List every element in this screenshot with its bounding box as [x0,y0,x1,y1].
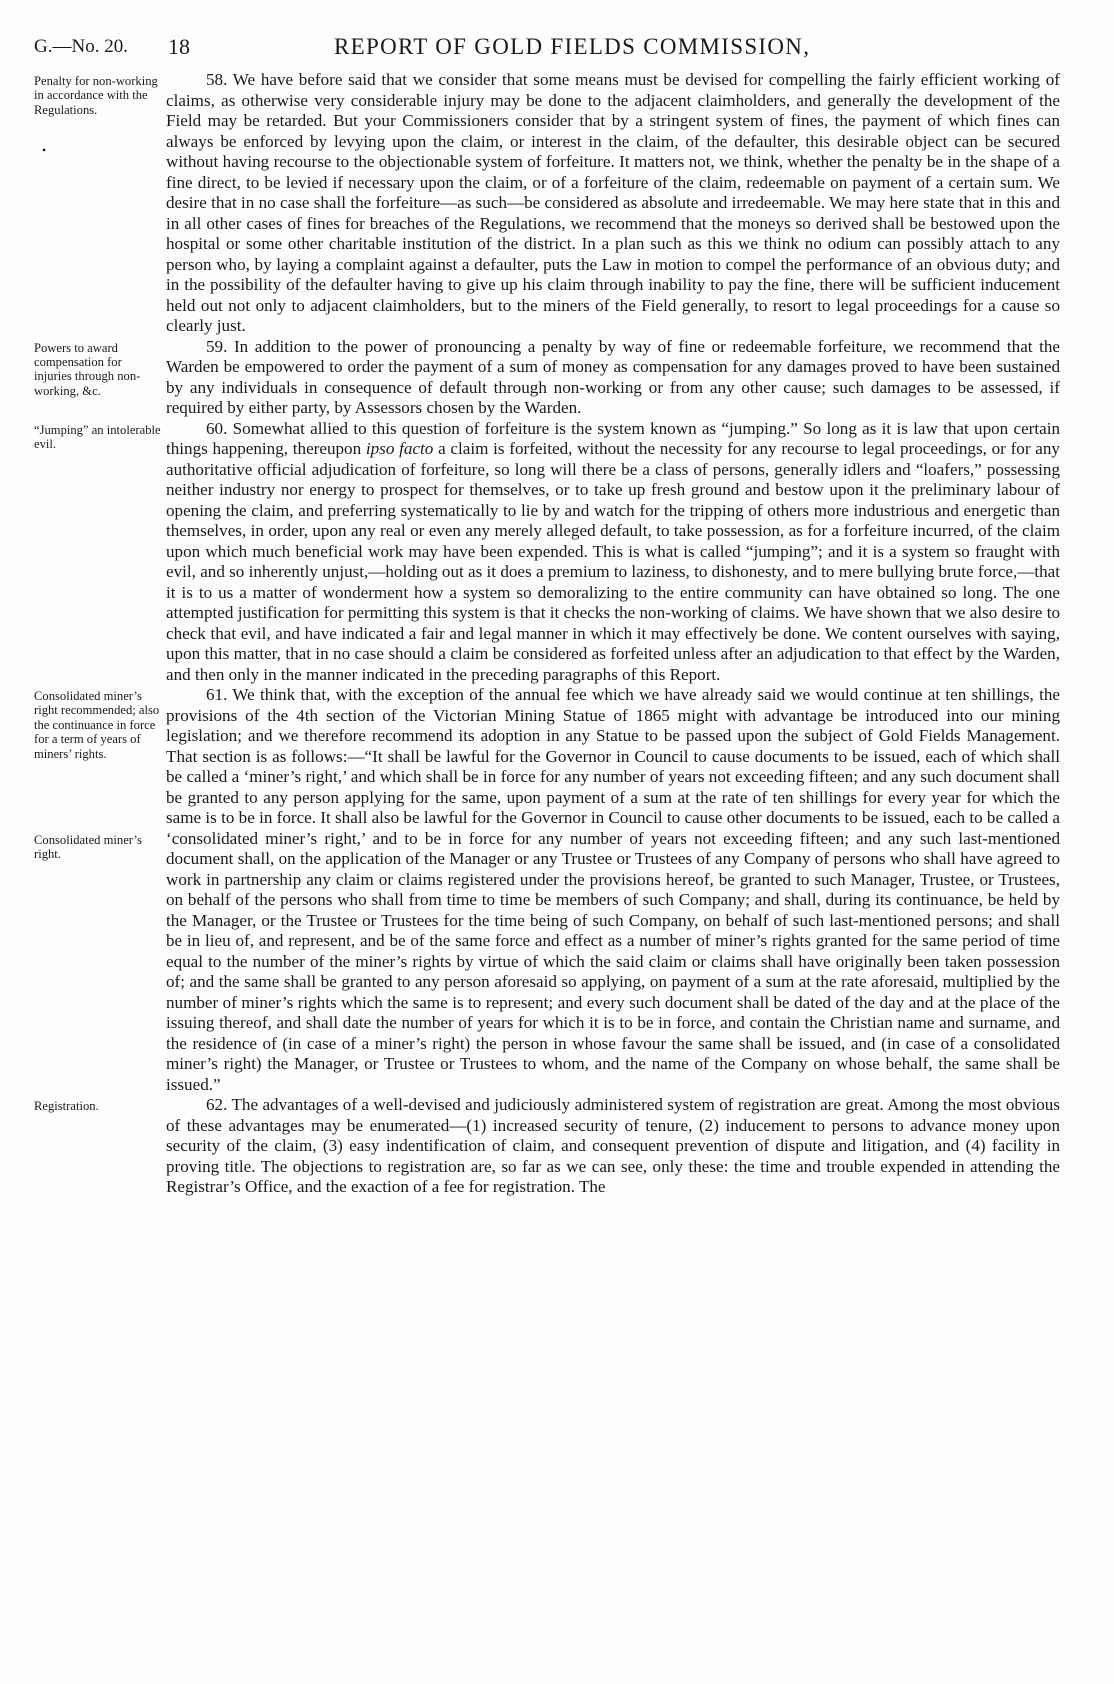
paragraph-text: The advantages of a well-devised and judiciously administered system of registration are great. Among the most obvious of these advantages may be enumerated—(1) increased security of tenure, (2) inducement to persons to advance money upon security of the claim, (3) easy indentification of claim, and consequent prevention of dispute and litigation, and (4) facility in proving title. The objections to registration are, so far as we can see, only these: the time and trouble expended in attending the Registrar’s Office, and the exaction of a fee for registration. The [166,1095,1060,1196]
paragraph-text-after: a claim is forfeited, without the necessity for any recourse to legal proceedings, or for any authoritative official adjudication of forfeiture, so long will there be a class of persons, generally idlers and “loafers,” possessing neither industry nor energy to prospect for themselves, or to take up fresh ground and bestow upon it the preliminary labour of opening the claim, and preferring systematically to lie by and watch for the tripping of others more industrious and energetic than themselves, in order, upon any real or even any merely alleged default, to take possession, as for a forfeiture incurred, of the claim upon which much beneficial work may have been expended. This is what is called “jumping”; and it is a system so fraught with evil, and so inherently unjust,—holding out as it does a premium to laziness, to dishonesty, and to mere bullying brute force,—that it is to us a matter of wonderment how a system so demoralizing to the entire community can have obtained so long. The one attempted justification for permitting this system is that it checks the non-working of claims. We have shown that we also desire to check that evil, and have indicated a fair and legal manner in which it may effectively be done. We content ourselves with saying, upon this matter, that in no case should a claim be considered as forfeited unless after an adjudication to that effect by the Warden, and then only in the manner indicated in the preceding paragraphs of this Report. [166,439,1060,684]
paragraph-number: 59. [206,336,234,356]
paragraph [166,70,1060,337]
section-61 [34,685,1060,1095]
margin-note [34,1095,162,1113]
margin-note-text: Registration. [34,1099,99,1113]
paragraph-text: We have before said that we consider that some means must be devised for compelling the fairly efficient working of claims, as otherwise very considerable injury may be done to the adjacent claimholders, and generally the development of the Field may be retarded. But your Commissioners consider that by a stringent system of fines, the payment of which fines can always be enforced by levying upon the claim, or interest in the claim, of the defaulter, this desirable object can be secured without having recourse to the objectionable system of forfeiture. It matters not, we think, whether the penalty be in the shape of a fine direct, to be levied if necessary upon the claim, or of a forfeiture of the claim, redeemable on payment of a certain sum. We desire that in no case shall the forfeiture—as such—be considered as absolute and irredeemable. We may here state that in this and in all other cases of fines for breaches of the Regulations, we recommend that the moneys so derived shall be bestowed upon the hospital or some other charitable institution of the district. In a plan such as this we think no odium can possibly attach to any person who, by laying a complaint against a defaulter, puts the Law in motion to compel the performance of an obvious duty; and in the possibility of the defaulter having to give up his claim through inability to pay the fine, there will be sufficient inducement held out not only to adjacent claimholders, but to the miners of the Field generally, to resort to legal proceedings for a cause so clearly just. [166,70,1060,335]
paragraph [166,419,1060,686]
page-title: REPORT OF GOLD FIELDS COMMISSION, [334,34,811,59]
margin-note-text-2: Consolidated miner’s right. [34,833,142,862]
margin-note [34,685,162,862]
margin-note [34,419,162,452]
paragraph-number: 58. [206,70,233,89]
paragraph-text: We think that, with the exception of the annual fee which we have already said we would continue at ten shillings, the provisions of the 4th section of the Victorian Mining Statue of 1865 might with advantage be introduced into our mining legislation; and we therefore recommend its adoption in any Statue to be passed upon the subject of Gold Fields Management. That section is as follows:—“It shall be lawful for the Governor in Council to cause documents to be issued, each of which shall be called a ‘miner’s right,’ and which shall be in force for any number of years not exceeding fifteen; and any such document shall be granted to any person applying for the same, upon payment of a sum at the rate of ten shillings for every year for which the same is to be in force. It shall also be lawful for the Governor in Council to cause other documents to be issued, each to be called a ‘consolidated miner’s right,’ and to be in force for any number of years not exceeding fifteen; and any such last-mentioned document shall, on the application of the Manager or any Trustee or Trustees of any Company of persons who shall have agreed to work in partnership any claim or claims registered under the provisions hereof, be granted to such Manager, Trustee, or Trustees, on behalf of the persons who shall from time to time be members of such Company; and shall, during its continuance, be held by the Manager, or the Trustee or Trustees for the time being of such Company, on behalf of such last-mentioned persons; and shall be in lieu of, and represent, and be of the same force and effect as a number of miner’s rights granted for the same period of time equal to the number of the miner’s rights by virtue of which the said claim or claims shall have originally been taken possession of; and the same shall be granted to any person aforesaid so applying, on payment of a sum at the rate aforesaid, multiplied by the number of miner’s rights which the same is to represent; and every such document shall be dated of the day and at the place of the issuing thereof, and shall date the number of years for which it is to be in force, and contain the Christian name and surname, and the residence of (in case of a miner’s right) the person in whose favour the same shall be issued, and (in case of a consolidated miner’s right) the Manager, or Trustee or Trustees to whom, and the name of the Company on whose behalf, the same shall be issued.” [166,685,1060,1094]
paragraph-number: 60. [206,418,233,438]
paragraph [166,1095,1060,1198]
margin-note-text: “Jumping” an intolerable evil. [34,422,161,451]
margin-note [34,337,162,399]
paragraph-text-before: Somewhat allied to this question of forfeiture is the system known as “jumping.” So long as it is law that upon certain things happening, thereupon [166,418,1060,458]
page-header [34,28,1060,68]
section-59 [34,337,1060,419]
paragraph [166,337,1060,419]
margin-mark: • [42,143,47,158]
section-58 [34,70,1060,337]
section-60 [34,419,1060,686]
margin-note [34,70,162,158]
margin-note-text: Powers to award compensation for injuries through non-working, &c. [34,340,141,398]
page-number: 18 [168,34,190,59]
margin-note-text: Penalty for non-working in accordance with the Regulations. [34,74,158,117]
document-number: G.—No. 20. [34,36,128,57]
paragraph [166,685,1060,1095]
margin-note-text: Consolidated miner’s right recommended; also the continuance in force for a term of years of miners’ rights. [34,689,160,761]
paragraph-number: 61. [206,685,233,704]
italic-phrase: ipso facto [365,439,434,458]
paragraph-number: 62. [206,1095,232,1114]
section-62 [34,1095,1060,1198]
paragraph-text: In addition to the power of pronouncing a penalty by way of fine or redeemable forfeiture, we recommend that the Warden be empowered to order the payment of a sum of money as compensation for any damages proved to have been sustained by any individuals in consequence of default through non-working or from any other cause; such damages to be assessed, if required by either party, by Assessors chosen by the Warden. [166,336,1061,417]
